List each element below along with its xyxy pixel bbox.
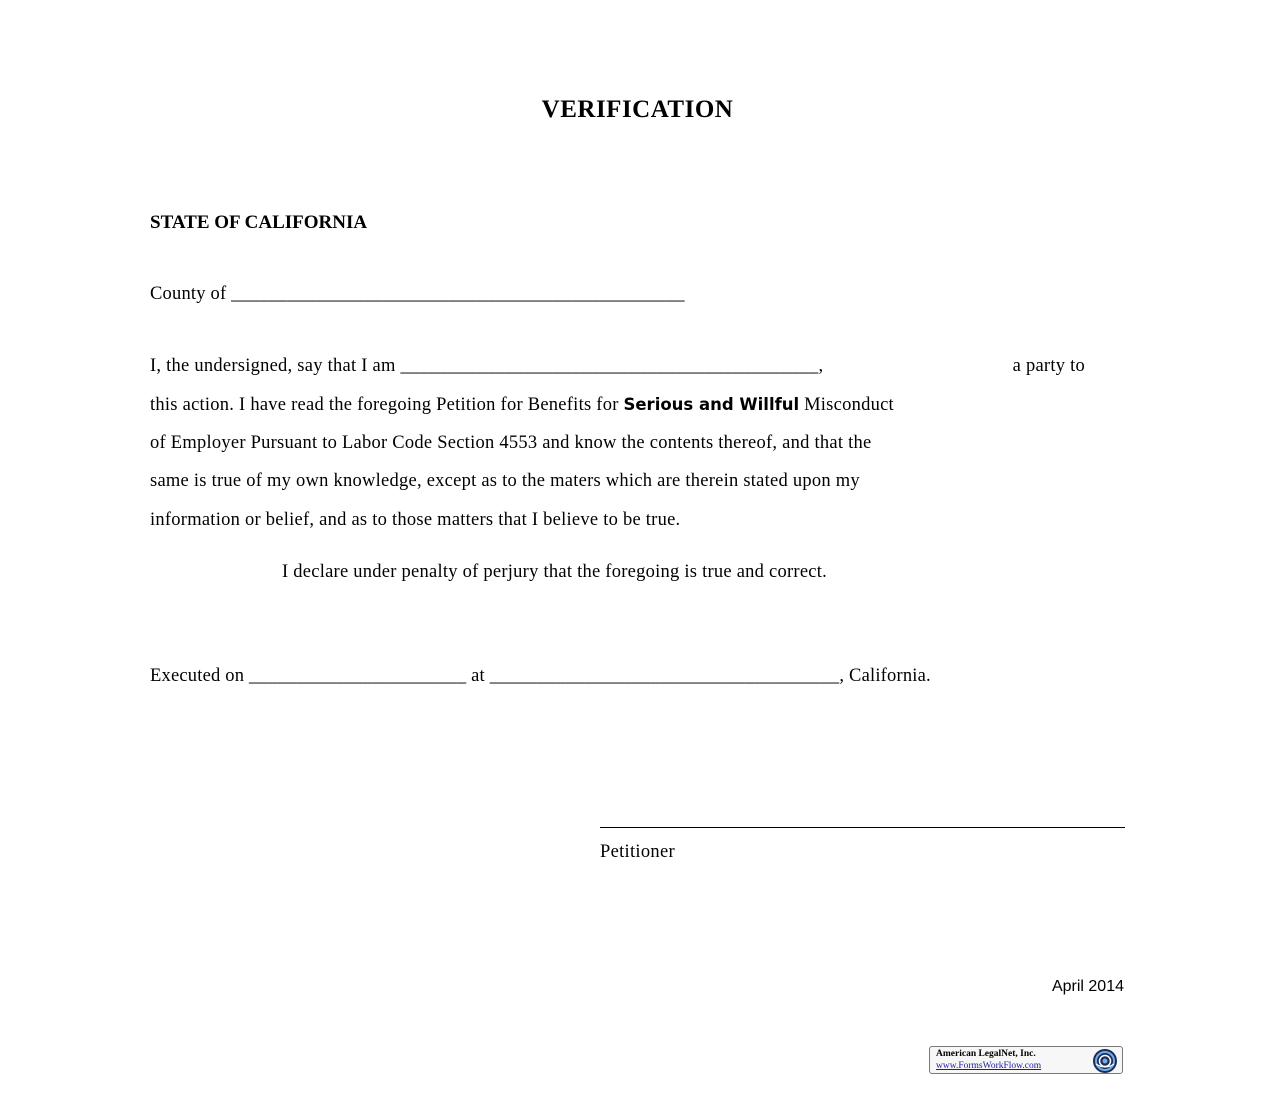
serious-willful-text: Serious and Willful <box>623 395 800 414</box>
paragraph-line-2-start: this action. I have read the foregoing Petition for Benefits for <box>150 395 624 415</box>
form-date: April 2014 <box>1051 978 1124 995</box>
party-clause: a party to <box>1012 356 1085 376</box>
paragraph-line-2 <box>150 395 894 416</box>
perjury-declaration: I declare under penalty of perjury that the foregoing is true and correct. <box>282 562 828 582</box>
county-line: County of ________________________________________________ <box>150 284 685 304</box>
badge-url-link[interactable]: www.FormsWorkFlow.com <box>936 1061 1042 1071</box>
undersigned-clause: I, the undersigned, say that I am ____________________________________________, <box>150 356 824 376</box>
paragraph-line-4: same is true of my own knowledge, except as to the maters which are therein stated upon my <box>150 471 860 491</box>
document-title: VERIFICATION <box>541 96 734 123</box>
signature-line <box>600 826 1125 828</box>
paragraph-line-2-end: Misconduct <box>799 395 894 415</box>
paragraph-line-1 <box>150 356 1085 377</box>
badge-company: American LegalNet, Inc. <box>936 1049 1036 1059</box>
legalnet-badge[interactable] <box>929 1046 1123 1074</box>
petitioner-label: Petitioner <box>600 842 675 862</box>
state-heading: STATE OF CALIFORNIA <box>150 212 368 233</box>
paragraph-line-3: of Employer Pursuant to Labor Code Section 4553 and know the contents thereof, and that the <box>150 433 872 453</box>
legalnet-globe-icon <box>1092 1048 1118 1074</box>
executed-line: Executed on _______________________ at _____________________________________, California. <box>150 666 931 686</box>
paragraph-line-5: information or belief, and as to those matters that I believe to be true. <box>150 510 681 530</box>
